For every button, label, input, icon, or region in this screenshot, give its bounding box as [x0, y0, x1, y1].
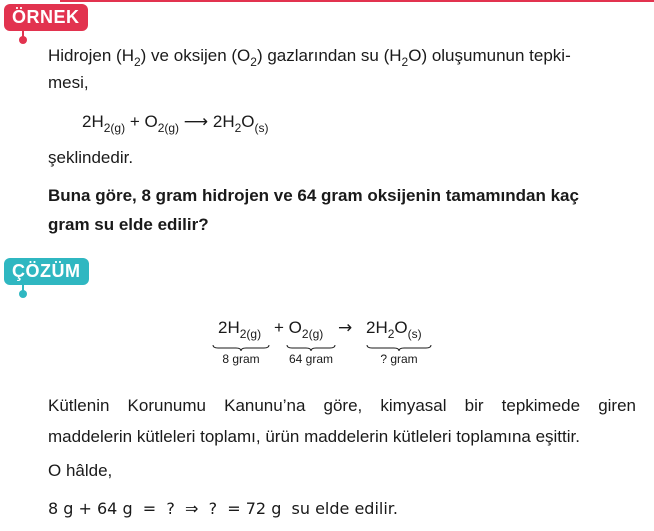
- ornek-badge: ÖRNEK: [4, 4, 88, 31]
- explanation-line1: Kütlenin Korunumu Kanunu’na göre, kimyasal bir tepkimede giren: [48, 396, 636, 415]
- underbrace-icon: [212, 344, 270, 352]
- header-rule: [60, 0, 654, 2]
- ornek-intro-line1: Hidrojen $(H_2)$ ve oksijen $(O_2)$ gazlarından su $(H_2O)$ oluşumunun tepki-: [48, 46, 571, 69]
- reaction-arrow: ⟶: [183, 112, 209, 132]
- explanation-o-halde: O hâlde,: [48, 461, 113, 480]
- calculation-line: 8 g + 64 g = ? ⇒ ? = 72 g su elde edilir.: [48, 499, 398, 518]
- solution-h2o: $2H_2O_{(s)}$: [366, 318, 422, 341]
- cozum-badge-dot: [19, 290, 27, 298]
- explanation-line2: maddelerin kütleleri toplamı, ürün maddelerin kütleleri toplamına eşittir.: [48, 427, 580, 446]
- question-line2: gram su elde edilir?: [48, 215, 209, 234]
- mass-o2-label: 64 gram: [288, 352, 334, 366]
- cozum-badge: ÇÖZÜM: [4, 258, 89, 285]
- solution-arrow: →: [338, 318, 353, 338]
- solution-h2: $2H_{2(g)}$: [218, 318, 262, 341]
- question-line1: Buna göre, 8 gram hidrojen ve 64 gram oksijenin tamamından kaç: [48, 186, 579, 205]
- ornek-equation: $2H_{2(g)} + O_{2(g)}$ ⟶ $2H_2O_{(s)}$: [82, 112, 269, 135]
- mass-o2-group: [286, 344, 336, 366]
- mass-h2o-label: ? gram: [380, 352, 418, 366]
- ornek-intro-line2: mesi,: [48, 73, 89, 92]
- mass-h2-group: [212, 344, 270, 366]
- underbrace-icon: [286, 344, 336, 352]
- solution-plus-o2: + $O_{2(g)}$: [274, 318, 324, 341]
- underbrace-icon: [366, 344, 432, 352]
- mass-h2-label: 8 gram: [222, 352, 260, 366]
- ornek-badge-dot: [19, 36, 27, 44]
- mass-h2o-group: [366, 344, 432, 366]
- ornek-after-text: şeklindedir.: [48, 148, 134, 167]
